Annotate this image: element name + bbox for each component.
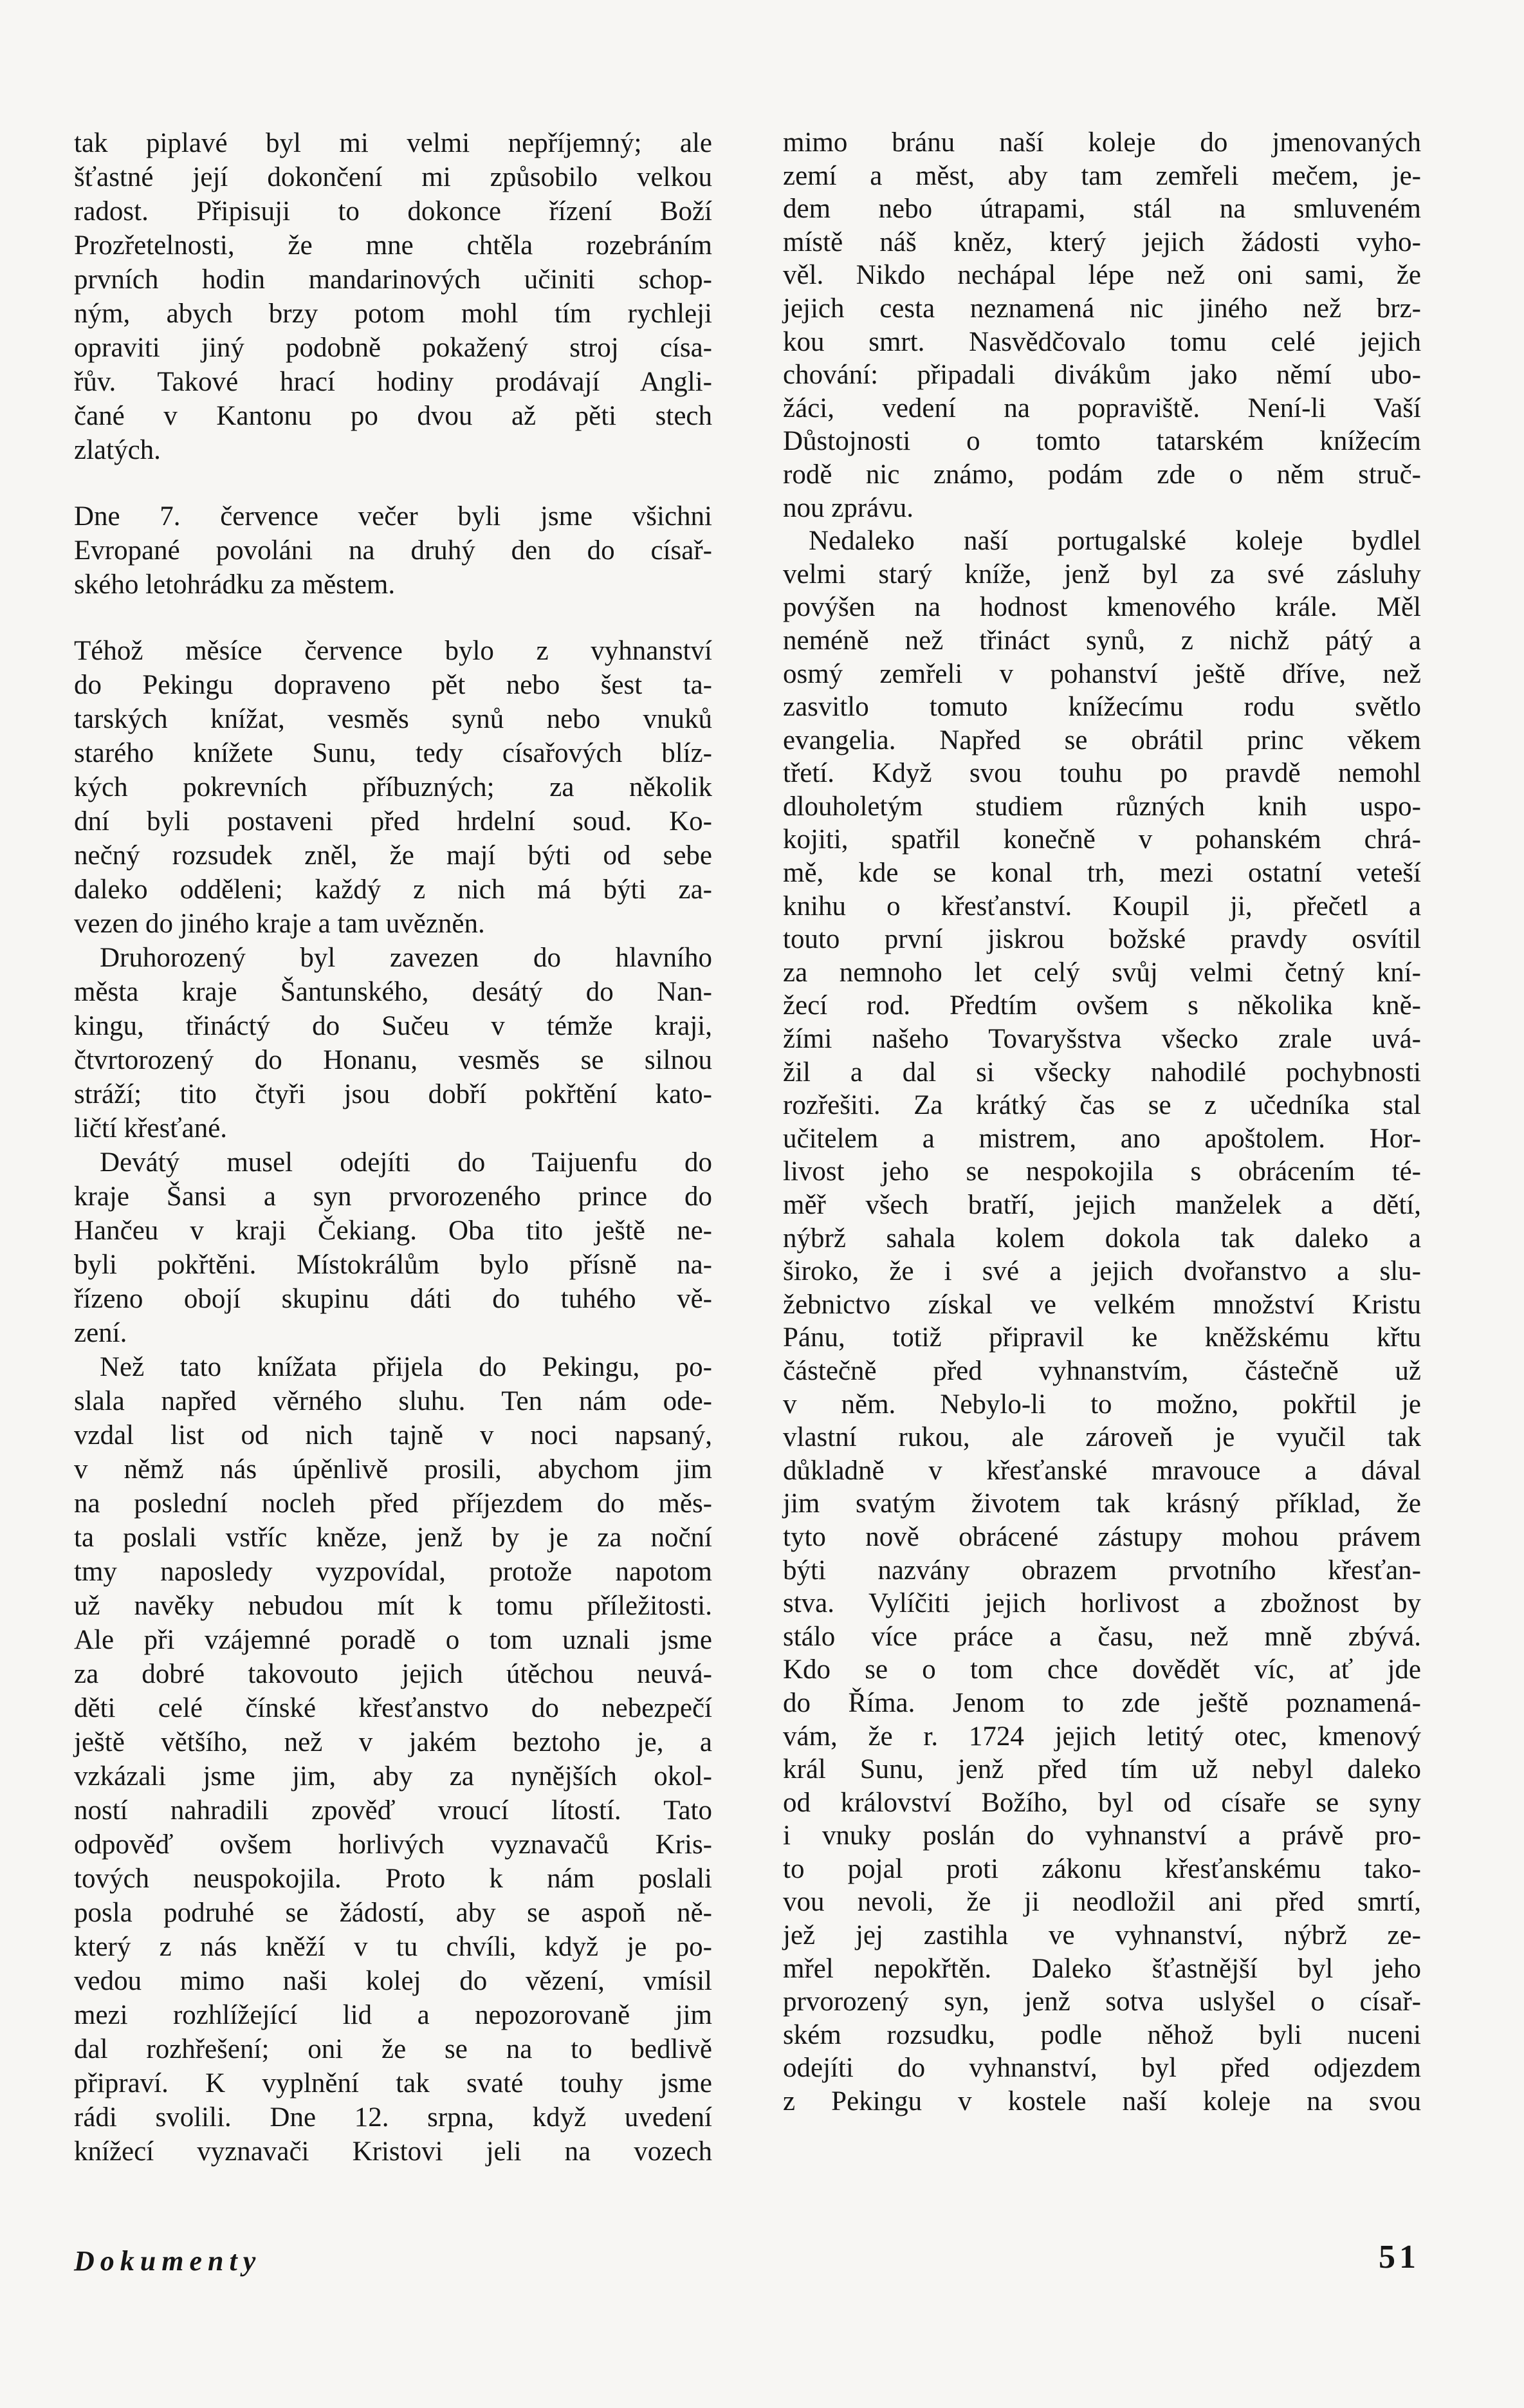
text-line: za dobré takovouto jejich útěchou neuvá-: [74, 1659, 712, 1689]
text-line: ličtí křesťané.: [74, 1113, 228, 1144]
text-line: rádi svolili. Dne 12. srpna, když uvedení: [74, 2102, 712, 2133]
text-line: který z nás kněží v tu chvíli, když je po-: [74, 1932, 712, 1962]
text-line: rodě nic známo, podám zde o něm struč-: [783, 459, 1421, 490]
text-line: tyto nově obrácené zástupy mohou právem: [783, 1521, 1421, 1552]
page-number: 51: [1379, 2239, 1420, 2275]
text-line: vezen do jiného kraje a tam uvězněn.: [74, 909, 485, 939]
text-line: tak piplavé byl mi velmi nepříjemný; ale: [74, 128, 712, 158]
text-line: žil a dal si všecky nahodilé pochybnosti: [783, 1057, 1421, 1088]
text-line: kingu, třináctý do Sučeu v témže kraji,: [74, 1011, 712, 1041]
text-line: vzkázali jsme jim, aby za nynějších okol-: [74, 1761, 712, 1792]
text-line: tarských knížat, vesměs synů nebo vnuků: [74, 704, 712, 734]
text-line: řův. Takové hrací hodiny prodávají Angli-: [74, 367, 712, 397]
text-line: i vnuky poslán do vyhnanství a právě pro-: [783, 1820, 1421, 1851]
text-line: v němž nás úpěnlivě prosili, abychom jim: [74, 1454, 712, 1485]
text-line: učitelem a mistrem, ano apoštolem. Hor-: [783, 1123, 1421, 1154]
text-line: z Pekingu v kostele naší koleje na svou: [783, 2086, 1421, 2117]
text-line: mezi rozhlížející lid a nepozorovaně jim: [74, 2000, 712, 2030]
text-line: Druhorozený byl zavezen do hlavního: [100, 943, 712, 973]
text-line: knížecí vyznavači Kristovi jeli na vozech: [74, 2136, 712, 2167]
text-line: na poslední nocleh před příjezdem do měs-: [74, 1488, 712, 1519]
paragraph: [74, 1145, 712, 1350]
text-line: do Říma. Jenom to zde ještě poznamená-: [783, 1687, 1421, 1718]
text-line: povýšen na hodnost kmenového krále. Měl: [783, 592, 1421, 623]
text-line: daleko odděleni; každý z nich má býti za-: [74, 875, 712, 905]
text-line: ském rozsudku, podle něhož byli nuceni: [783, 2019, 1421, 2050]
paragraph: [783, 524, 1421, 2118]
text-line: do Pekingu dopraveno pět nebo šest ta-: [74, 670, 712, 700]
text-line: Hančeu v kraji Čekiang. Oba tito ještě ne-: [74, 1216, 712, 1246]
text-line: Prozřetelnosti, že mne chtěla rozebráním: [74, 230, 712, 261]
text-line: mřel nepokřtěn. Daleko šťastnější byl jeho: [783, 1953, 1421, 1984]
text-line: zasvitlo tomuto knížecímu rodu světlo: [783, 692, 1421, 723]
text-line: tových neuspokojila. Proto k nám poslali: [74, 1864, 712, 1894]
text-line: tmy naposledy vyzpovídal, protože napotom: [74, 1557, 712, 1587]
text-line: radost. Připisuji to dokonce řízení Boží: [74, 196, 712, 227]
text-line: posla podruhé se žádostí, aby se aspoň ně-: [74, 1898, 712, 1928]
text-line: nečný rozsudek zněl, že mají býti od sebe: [74, 840, 712, 871]
text-line: důkladně v křesťanské mravouce a dával: [783, 1455, 1421, 1486]
text-line: zení.: [74, 1318, 127, 1348]
text-line: žebnictvo získal ve velkém množství Kristu: [783, 1289, 1421, 1320]
text-line: už navěky nebudou mít k tomu příležitosti.: [74, 1591, 712, 1621]
paragraph: [74, 941, 712, 1145]
text-line: starého knížete Sunu, tedy císařových blíz-: [74, 738, 712, 768]
text-line: vám, že r. 1724 jejich letitý otec, kmenový: [783, 1721, 1421, 1752]
text-line: žími našeho Tovaryšstva všecko zrale uvá-: [783, 1024, 1421, 1055]
right-column: [783, 126, 1421, 2118]
text-line: král Sunu, jenž před tím už nebyl daleko: [783, 1754, 1421, 1785]
text-line: livost jeho se nespokojila s obrácením té-: [783, 1156, 1421, 1187]
text-line: kou smrt. Nasvědčovalo tomu celé jejich: [783, 326, 1421, 357]
text-line: jež jej zastihla ve vyhnanství, nýbrž ze-: [783, 1920, 1421, 1951]
footer-section-title: Dokumenty: [74, 2245, 262, 2277]
paragraph: [74, 634, 712, 941]
text-line: rozřešiti. Za krátký čas se z učedníka stal: [783, 1090, 1421, 1121]
text-line: Dne 7. července večer byli jsme všichni: [74, 501, 712, 532]
text-line: jejich cesta neznamená nic jiného než brz-: [783, 293, 1421, 324]
paragraph: [783, 126, 1421, 524]
text-line: slala napřed věrného sluhu. Ten nám ode-: [74, 1386, 712, 1416]
text-line: Devátý musel odejíti do Taijuenfu do: [100, 1147, 712, 1178]
text-line: ným, abych brzy potom mohl tím rychleji: [74, 299, 712, 329]
text-line: byli pokřtěni. Místokrálům bylo přísně na-: [74, 1250, 712, 1280]
text-line: široko, že i své a jejich dvořanstvo a slu-: [783, 1256, 1421, 1287]
text-line: mimo bránu naší koleje do jmenovaných: [783, 127, 1421, 158]
text-line: vzdal list od nich tajně v noci napsaný,: [74, 1420, 712, 1450]
text-line: dlouholetým studiem různých knih uspo-: [783, 791, 1421, 822]
text-line: osmý zemřeli v pohanství ještě dříve, než: [783, 658, 1421, 689]
text-line: stva. Vylíčiti jejich horlivost a zbožnost by: [783, 1588, 1421, 1619]
text-line: mě, kde se konal trh, mezi ostatní veteší: [783, 858, 1421, 889]
text-line: vlastní rukou, ale zároveň je vyučil tak: [783, 1422, 1421, 1453]
text-line: připraví. K vyplnění tak svaté touhy jsme: [74, 2068, 712, 2098]
text-line: v něm. Nebylo-li to možno, pokřtil je: [783, 1389, 1421, 1420]
text-line: čané v Kantonu po dvou až pěti stech: [74, 401, 712, 431]
text-line: touto první jiskrou božské pravdy osvítil: [783, 924, 1421, 955]
text-line: Pánu, totiž připravil ke kněžskému křtu: [783, 1322, 1421, 1353]
text-line: od království Božího, byl od císaře se syny: [783, 1787, 1421, 1818]
text-line: knihu o křesťanství. Koupil ji, přečetl a: [783, 891, 1421, 922]
text-line: zlatých.: [74, 435, 161, 465]
text-line: ského letohrádku za městem.: [74, 570, 396, 600]
text-line: Evropané povoláni na druhý den do císař-: [74, 535, 712, 566]
text-line: vou nevoli, že ji neodložil ani před smrtí,: [783, 1887, 1421, 1918]
text-line: odejíti do vyhnanství, byl před odjezdem: [783, 2053, 1421, 2084]
text-line: Ale při vzájemné poradě o tom uznali jsme: [74, 1625, 712, 1655]
text-line: vedou mimo naši kolej do vězení, vmísil: [74, 1966, 712, 1996]
text-line: žecí rod. Předtím ovšem s několika kně-: [783, 990, 1421, 1021]
text-line: místě náš kněz, který jejich žádosti vyho-: [783, 227, 1421, 257]
text-line: nou zprávu.: [783, 492, 913, 523]
text-line: čtvrtorozený do Honanu, vesměs se silnou: [74, 1045, 712, 1075]
text-line: věl. Nikdo nechápal lépe než oni sami, že: [783, 260, 1421, 291]
text-line: ta poslali vstříc kněze, jenž by je za noční: [74, 1523, 712, 1553]
text-line: chování: připadali divákům jako němí ubo-: [783, 360, 1421, 391]
text-line: dem nebo útrapami, stál na smluveném: [783, 194, 1421, 225]
paragraph: [74, 126, 712, 467]
text-line: ností nahradili zpověď vroucí lítostí. Tato: [74, 1795, 712, 1826]
left-column: [74, 126, 712, 2169]
text-line: prvorozený syn, jenž sotva uslyšel o císař-: [783, 1987, 1421, 2017]
text-line: dal rozhřešení; oni že se na to bedlivě: [74, 2034, 712, 2064]
text-line: měř všech bratří, jejich manželek a dětí,: [783, 1190, 1421, 1220]
text-line: to pojal proti zákonu křesťanskému tako-: [783, 1853, 1421, 1884]
text-line: částečně před vyhnanstvím, částečně už: [783, 1355, 1421, 1386]
text-line: Důstojnosti o tomto tatarském knížecím: [783, 426, 1421, 457]
text-line: ještě většího, než v jakém beztoho je, a: [74, 1727, 712, 1757]
text-line: neméně než třináct synů, z nichž pátý a: [783, 625, 1421, 656]
text-line: zemí a měst, aby tam zemřeli mečem, je-: [783, 160, 1421, 191]
text-line: dní byli postaveni před hrdelní soud. Ko-: [74, 806, 712, 837]
text-line: nýbrž sahala kolem dokola tak daleko a: [783, 1223, 1421, 1254]
text-line: třetí. Když svou touhu po pravdě nemohl: [783, 758, 1421, 789]
text-line: opraviti jiný podobně pokažený stroj císa-: [74, 333, 712, 363]
text-line: býti nazvány obrazem prvotního křesťan-: [783, 1555, 1421, 1586]
text-line: evangelia. Napřed se obrátil princ věkem: [783, 725, 1421, 755]
text-line: stráží; tito čtyři jsou dobří pokřtění kato-: [74, 1079, 712, 1109]
text-line: prvních hodin mandarinových učiniti schop-: [74, 264, 712, 295]
text-line: Kdo se o tom chce dovědět víc, ať jde: [783, 1654, 1421, 1685]
text-line: Nedaleko naší portugalské koleje bydlel: [809, 526, 1421, 557]
text-line: stálo více práce a času, než mně zbývá.: [783, 1621, 1421, 1652]
text-line: města kraje Šantunského, desátý do Nan-: [74, 977, 712, 1007]
text-line: velmi starý kníže, jenž byl za své zásluhy: [783, 559, 1421, 589]
text-line: Než tato knížata přijela do Pekingu, po-: [100, 1352, 712, 1382]
text-line: kých pokrevních příbuzných; za několik: [74, 772, 712, 802]
text-line: žáci, vedení na popraviště. Není-li Vaší: [783, 393, 1421, 423]
text-line: za nemnoho let celý svůj velmi četný kní-: [783, 957, 1421, 988]
text-line: kraje Šansi a syn prvorozeného prince do: [74, 1181, 712, 1212]
paragraph: [74, 499, 712, 602]
text-line: jim svatým životem tak krásný příklad, že: [783, 1488, 1421, 1519]
text-line: Téhož měsíce července bylo z vyhnanství: [74, 636, 712, 666]
paragraph: [74, 1350, 712, 2169]
text-line: děti celé čínské křesťanstvo do nebezpečí: [74, 1693, 712, 1723]
text-line: odpověď ovšem horlivých vyznavačů Kris-: [74, 1829, 712, 1860]
text-line: kojiti, spatřil konečně v pohanském chrá-: [783, 824, 1421, 855]
text-line: šťastné její dokončení mi způsobilo velkou: [74, 162, 712, 192]
text-line: řízeno obojí skupinu dáti do tuhého vě-: [74, 1284, 712, 1314]
